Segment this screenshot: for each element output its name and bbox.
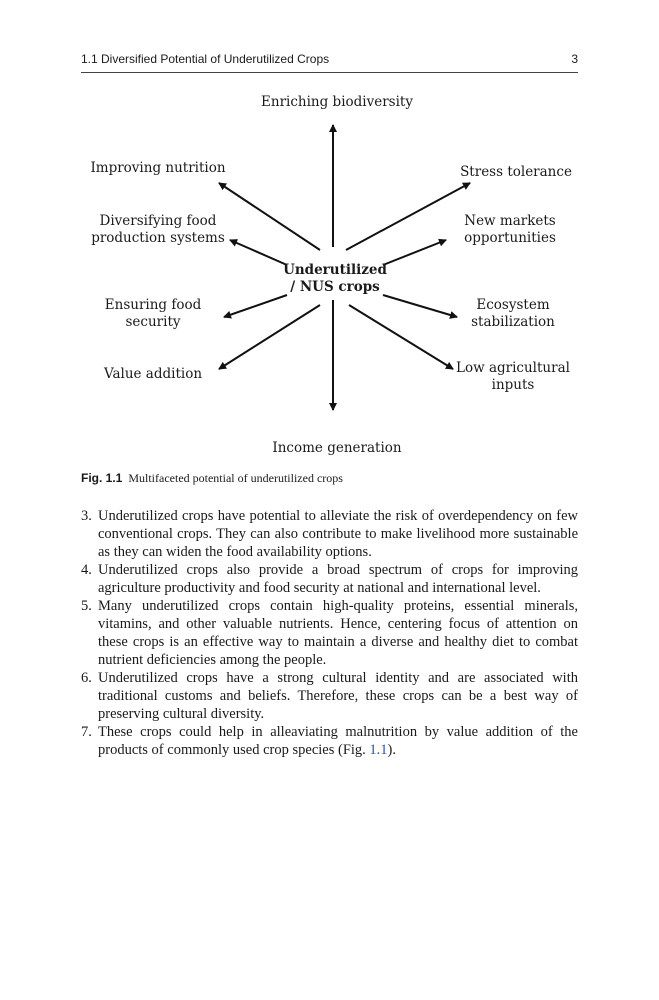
label-left1: Improving nutrition [90,160,226,176]
arrow-left4 [219,305,320,369]
center-label-line1: Underutilized [283,262,387,278]
label-right4-line2: inputs [491,377,535,393]
center-label [270,262,400,296]
label-left2-line1: Diversifying food [99,213,217,229]
label-right2-line2: opportunities [464,230,556,246]
caption-number: Fig. 1.1 [81,471,123,485]
page-number: 3 [571,52,578,66]
list-item [81,669,578,723]
center-label-line2: / NUS crops [290,279,380,295]
numbered-list [81,507,578,759]
figure-reference-link[interactable]: 1.1 [369,742,388,758]
label-right3-line2: stabilization [471,314,555,330]
arrow-left3 [224,295,287,317]
list-item-number: 7. [81,724,92,740]
list-item [81,507,578,561]
list-item-number: 3. [81,508,92,524]
list-item [81,561,578,597]
label-left4: Value addition [103,366,203,382]
label-right1: Stress tolerance [460,164,572,180]
label-right3-line1: Ecosystem [476,297,550,313]
label-left3 [78,297,228,331]
label-left3-line1: Ensuring food [104,297,202,313]
label-top: Enriching biodiversity [261,94,413,110]
label-right2-line1: New markets [464,213,556,229]
label-left2-line2: production systems [91,230,225,246]
list-item-text: Many underutilized crops contain high-quality proteins, essential minerals, vitamins, and other valuable nutrients. Hence, centering focus of attention on these crops is an effective way to maintain a diverse and healthy diet to combat nutrient deficiencies among the people. [98,598,578,668]
label-left3-line2: security [125,314,181,330]
list-item-text: Underutilized crops have a strong cultural identity and are associated with traditional customs and beliefs. Therefore, these crops can be a best way of preserving cultural diversity. [98,670,578,722]
label-right2 [440,213,580,247]
list-item-text-after: ). [387,742,397,758]
caption-text: Multifaceted potential of underutilized crops [128,471,343,485]
list-item [81,597,578,669]
list-item [81,723,578,759]
list-item-text: Underutilized crops have potential to alleviate the risk of overdependency on few conventional crops. They can also contribute to make livelihood more sustainable as they can widen the food availability options. [98,508,578,560]
figure-caption [81,471,343,486]
list-item-number: 5. [81,598,92,614]
list-item-number: 6. [81,670,92,686]
section-title: 1.1 Diversified Potential of Underutilized Crops [81,52,330,66]
label-left2 [78,213,238,247]
list-item-text-before: These crops could help in alleaviating malnutrition by value addition of the products of commonly used crop species (Fig. [98,724,578,758]
label-right4 [448,360,578,394]
label-right4-line1: Low agricultural [456,360,570,376]
list-item-number: 4. [81,562,92,578]
label-right3 [443,297,583,331]
list-item-text: Underutilized crops also provide a broad spectrum of crops for improving agriculture productivity and food security at national and international level. [98,562,578,596]
label-bottom: Income generation [272,440,402,456]
arrow-right4 [349,305,453,369]
